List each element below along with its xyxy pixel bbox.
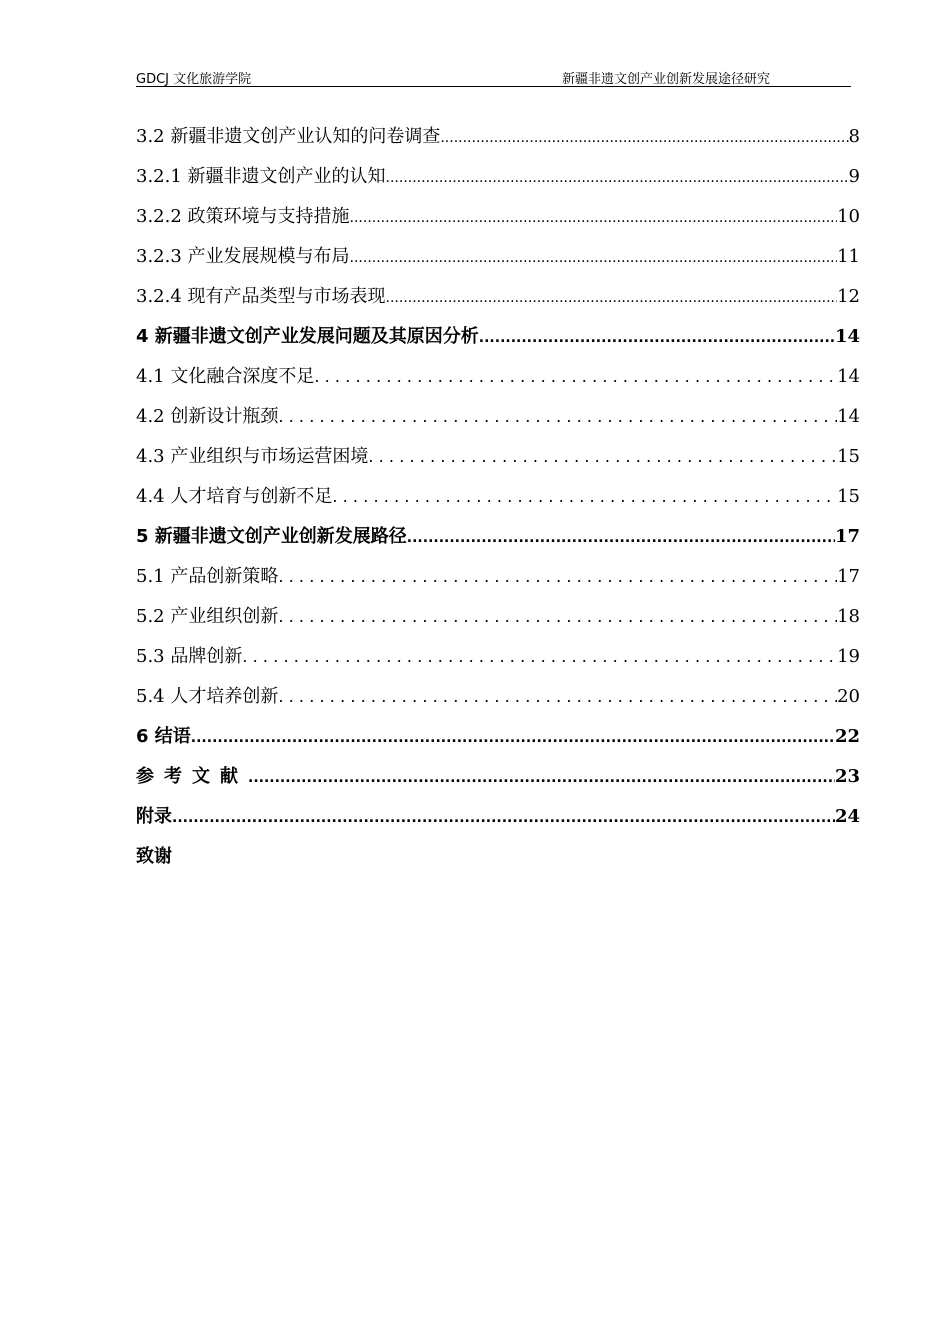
toc-entry-title: 参考文献	[136, 766, 248, 787]
toc-entry[interactable]	[136, 277, 860, 317]
toc-entry-page-number: 10	[837, 206, 860, 227]
toc-entry-page-number: 19	[837, 646, 860, 667]
toc-entry-page-number: 15	[837, 446, 860, 467]
toc-entry-title: 3.2.3 产业发展规模与布局	[136, 246, 350, 267]
toc-entry[interactable]	[136, 557, 860, 597]
toc-entry-page-number: 17	[834, 526, 860, 547]
toc-dot-leader	[278, 397, 837, 437]
toc-entry-title: 4 新疆非遗文创产业发展问题及其原因分析	[136, 326, 479, 347]
toc-entry-page-number: 9	[848, 166, 860, 187]
toc-dot-leader	[278, 597, 837, 637]
toc-entry-title: 3.2 新疆非遗文创产业认知的问卷调查	[136, 126, 441, 147]
toc-entry-title: 5.3 品牌创新	[136, 646, 243, 667]
toc-entry[interactable]	[136, 437, 860, 477]
toc-dot-leader	[350, 237, 838, 278]
toc-entry[interactable]	[136, 677, 860, 717]
toc-dot-leader	[242, 637, 837, 677]
toc-entry-title: 附录	[136, 806, 172, 827]
toc-dot-leader	[386, 157, 849, 198]
toc-dot-leader	[314, 357, 837, 397]
toc-entry[interactable]	[136, 197, 860, 237]
toc-entry-page-number: 20	[837, 686, 860, 707]
toc-entry-page-number: 17	[837, 566, 860, 587]
toc-entry-page-number: 22	[834, 726, 860, 747]
toc-dot-leader	[479, 317, 835, 358]
toc-entry[interactable]	[136, 517, 860, 557]
toc-entry-title: 5.2 产业组织创新	[136, 606, 279, 627]
toc-entry-title: 3.2.4 现有产品类型与市场表现	[136, 286, 386, 307]
toc-entry-page-number: 24	[834, 806, 860, 827]
toc-entry[interactable]	[136, 397, 860, 437]
toc-entry-page-number: 14	[834, 326, 860, 347]
toc-dot-leader	[368, 437, 837, 477]
toc-dot-leader	[248, 757, 835, 798]
toc-dot-leader	[191, 717, 835, 758]
toc-entry[interactable]	[136, 157, 860, 197]
toc-entry-title: 4.4 人才培育与创新不足	[136, 486, 333, 507]
toc-entry-title: 5.1 产品创新策略	[136, 566, 279, 587]
toc-entry-title: 6 结语	[136, 726, 191, 747]
table-of-contents	[136, 117, 860, 877]
toc-entry-page-number: 15	[837, 486, 860, 507]
page-header	[136, 66, 851, 87]
toc-entry[interactable]	[136, 477, 860, 517]
toc-dot-leader	[278, 557, 837, 597]
toc-entry-title: 4.3 产业组织与市场运营困境	[136, 446, 369, 467]
toc-entry-title: 3.2.2 政策环境与支持措施	[136, 206, 350, 227]
toc-entry-page-number: 14	[837, 406, 860, 427]
toc-dot-leader	[172, 797, 835, 838]
header-thesis-title: 新疆非遗文创产业创新发展途径研究	[562, 72, 771, 87]
toc-entry-title: 5 新疆非遗文创产业创新发展路径	[136, 526, 407, 547]
toc-entry[interactable]	[136, 317, 860, 357]
toc-dot-leader	[440, 117, 848, 158]
toc-entry[interactable]	[136, 717, 860, 757]
toc-entry[interactable]	[136, 357, 860, 397]
toc-entry[interactable]	[136, 117, 860, 157]
toc-entry[interactable]	[136, 637, 860, 677]
toc-entry[interactable]	[136, 757, 860, 797]
toc-entry-title: 致谢	[136, 846, 172, 867]
toc-entry-title: 5.4 人才培养创新	[136, 686, 279, 707]
toc-dot-leader	[278, 677, 837, 717]
toc-entry[interactable]	[136, 597, 860, 637]
header-institution: GDCJ 文化旅游学院	[136, 72, 252, 87]
toc-entry-page-number: 12	[837, 286, 860, 307]
toc-entry-page-number: 18	[837, 606, 860, 627]
toc-entry-title: 3.2.1 新疆非遗文创产业的认知	[136, 166, 386, 187]
toc-entry-page-number: 23	[834, 766, 860, 787]
toc-dot-leader	[332, 477, 837, 517]
toc-entry-page-number: 11	[837, 246, 860, 267]
toc-dot-leader	[350, 197, 838, 238]
toc-dot-leader	[407, 517, 835, 558]
toc-entry-page-number: 8	[848, 126, 860, 147]
toc-entry-page-number: 14	[837, 366, 860, 387]
toc-entry-title: 4.2 创新设计瓶颈	[136, 406, 279, 427]
toc-entry-title: 4.1 文化融合深度不足	[136, 366, 315, 387]
toc-dot-leader	[386, 277, 838, 318]
toc-entry[interactable]	[136, 797, 860, 837]
toc-entry[interactable]	[136, 837, 860, 877]
toc-entry[interactable]	[136, 237, 860, 277]
